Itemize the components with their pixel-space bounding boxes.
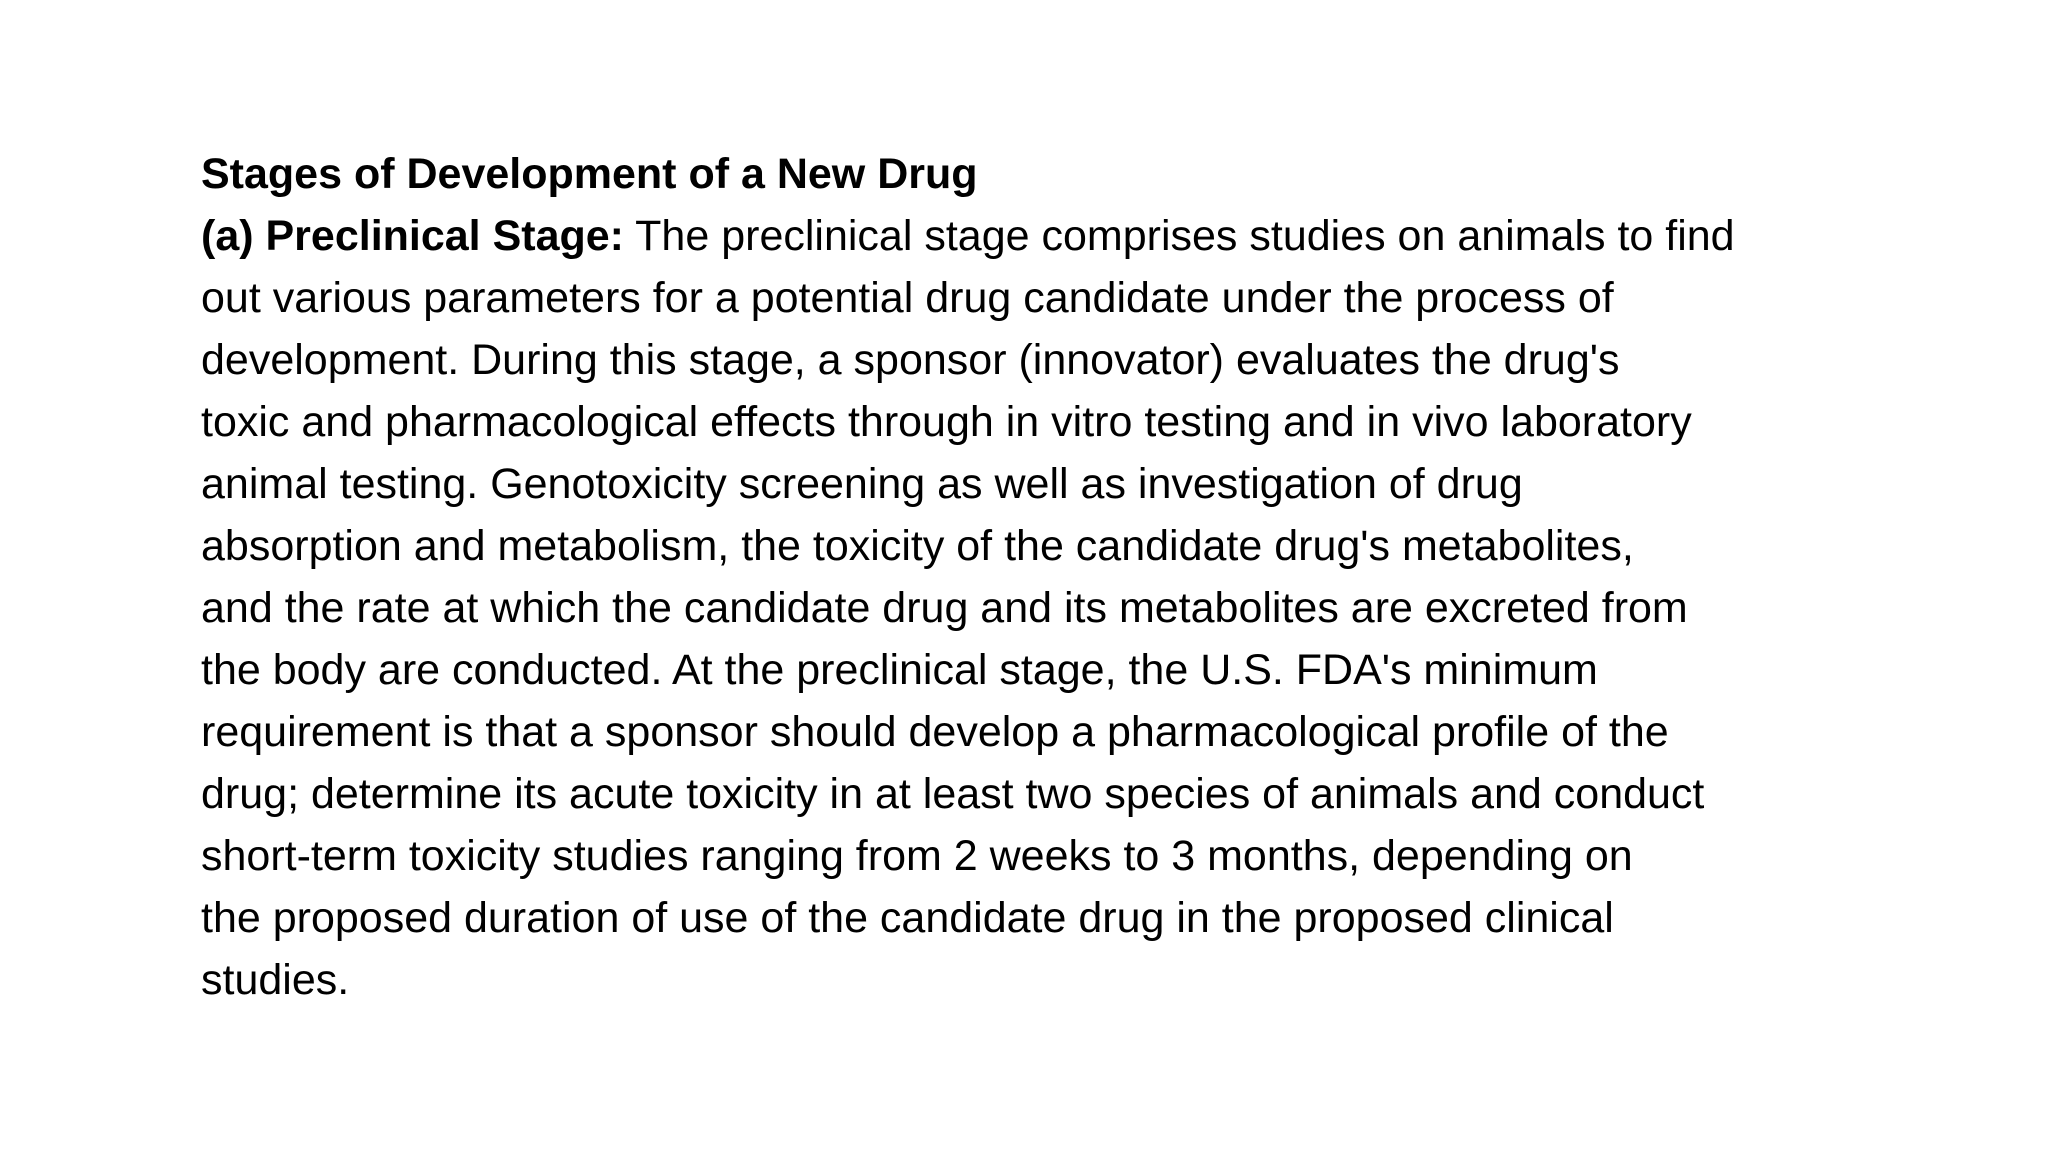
paragraph-line-5: animal testing. Genotoxicity screening as well as investigation of drug [201, 460, 1523, 508]
section-lead: (a) Preclinical Stage: [201, 212, 624, 260]
slide-content [201, 143, 1901, 1011]
paragraph-line-9: requirement is that a sponsor should develop a pharmacological profile of the [201, 708, 1669, 756]
paragraph-line-10: drug; determine its acute toxicity in at least two species of animals and conduct [201, 770, 1705, 818]
paragraph-line-1 [201, 205, 1901, 267]
paragraph-line-6: absorption and metabolism, the toxicity of the candidate drug's metabolites, [201, 522, 1634, 570]
paragraph-line-3: development. During this stage, a sponsor (innovator) evaluates the drug's [201, 336, 1620, 384]
paragraph-line-2: out various parameters for a potential drug candidate under the process of [201, 274, 1614, 322]
paragraph-line-13: studies. [201, 956, 350, 1004]
slide-title: Stages of Development of a New Drug [201, 150, 978, 198]
paragraph-line-11: short-term toxicity studies ranging from 2 weeks to 3 months, depending on [201, 832, 1633, 880]
paragraph-line-4: toxic and pharmacological effects through in vitro testing and in vivo laboratory [201, 398, 1692, 446]
paragraph-line-8: the body are conducted. At the preclinical stage, the U.S. FDA's minimum [201, 646, 1598, 694]
paragraph-line-7: and the rate at which the candidate drug and its metabolites are excreted from [201, 584, 1688, 632]
paragraph-line-1-text: The preclinical stage comprises studies on animals to find [624, 212, 1735, 260]
preclinical-paragraph [201, 205, 1901, 1011]
paragraph-line-12: the proposed duration of use of the candidate drug in the proposed clinical [201, 894, 1614, 942]
